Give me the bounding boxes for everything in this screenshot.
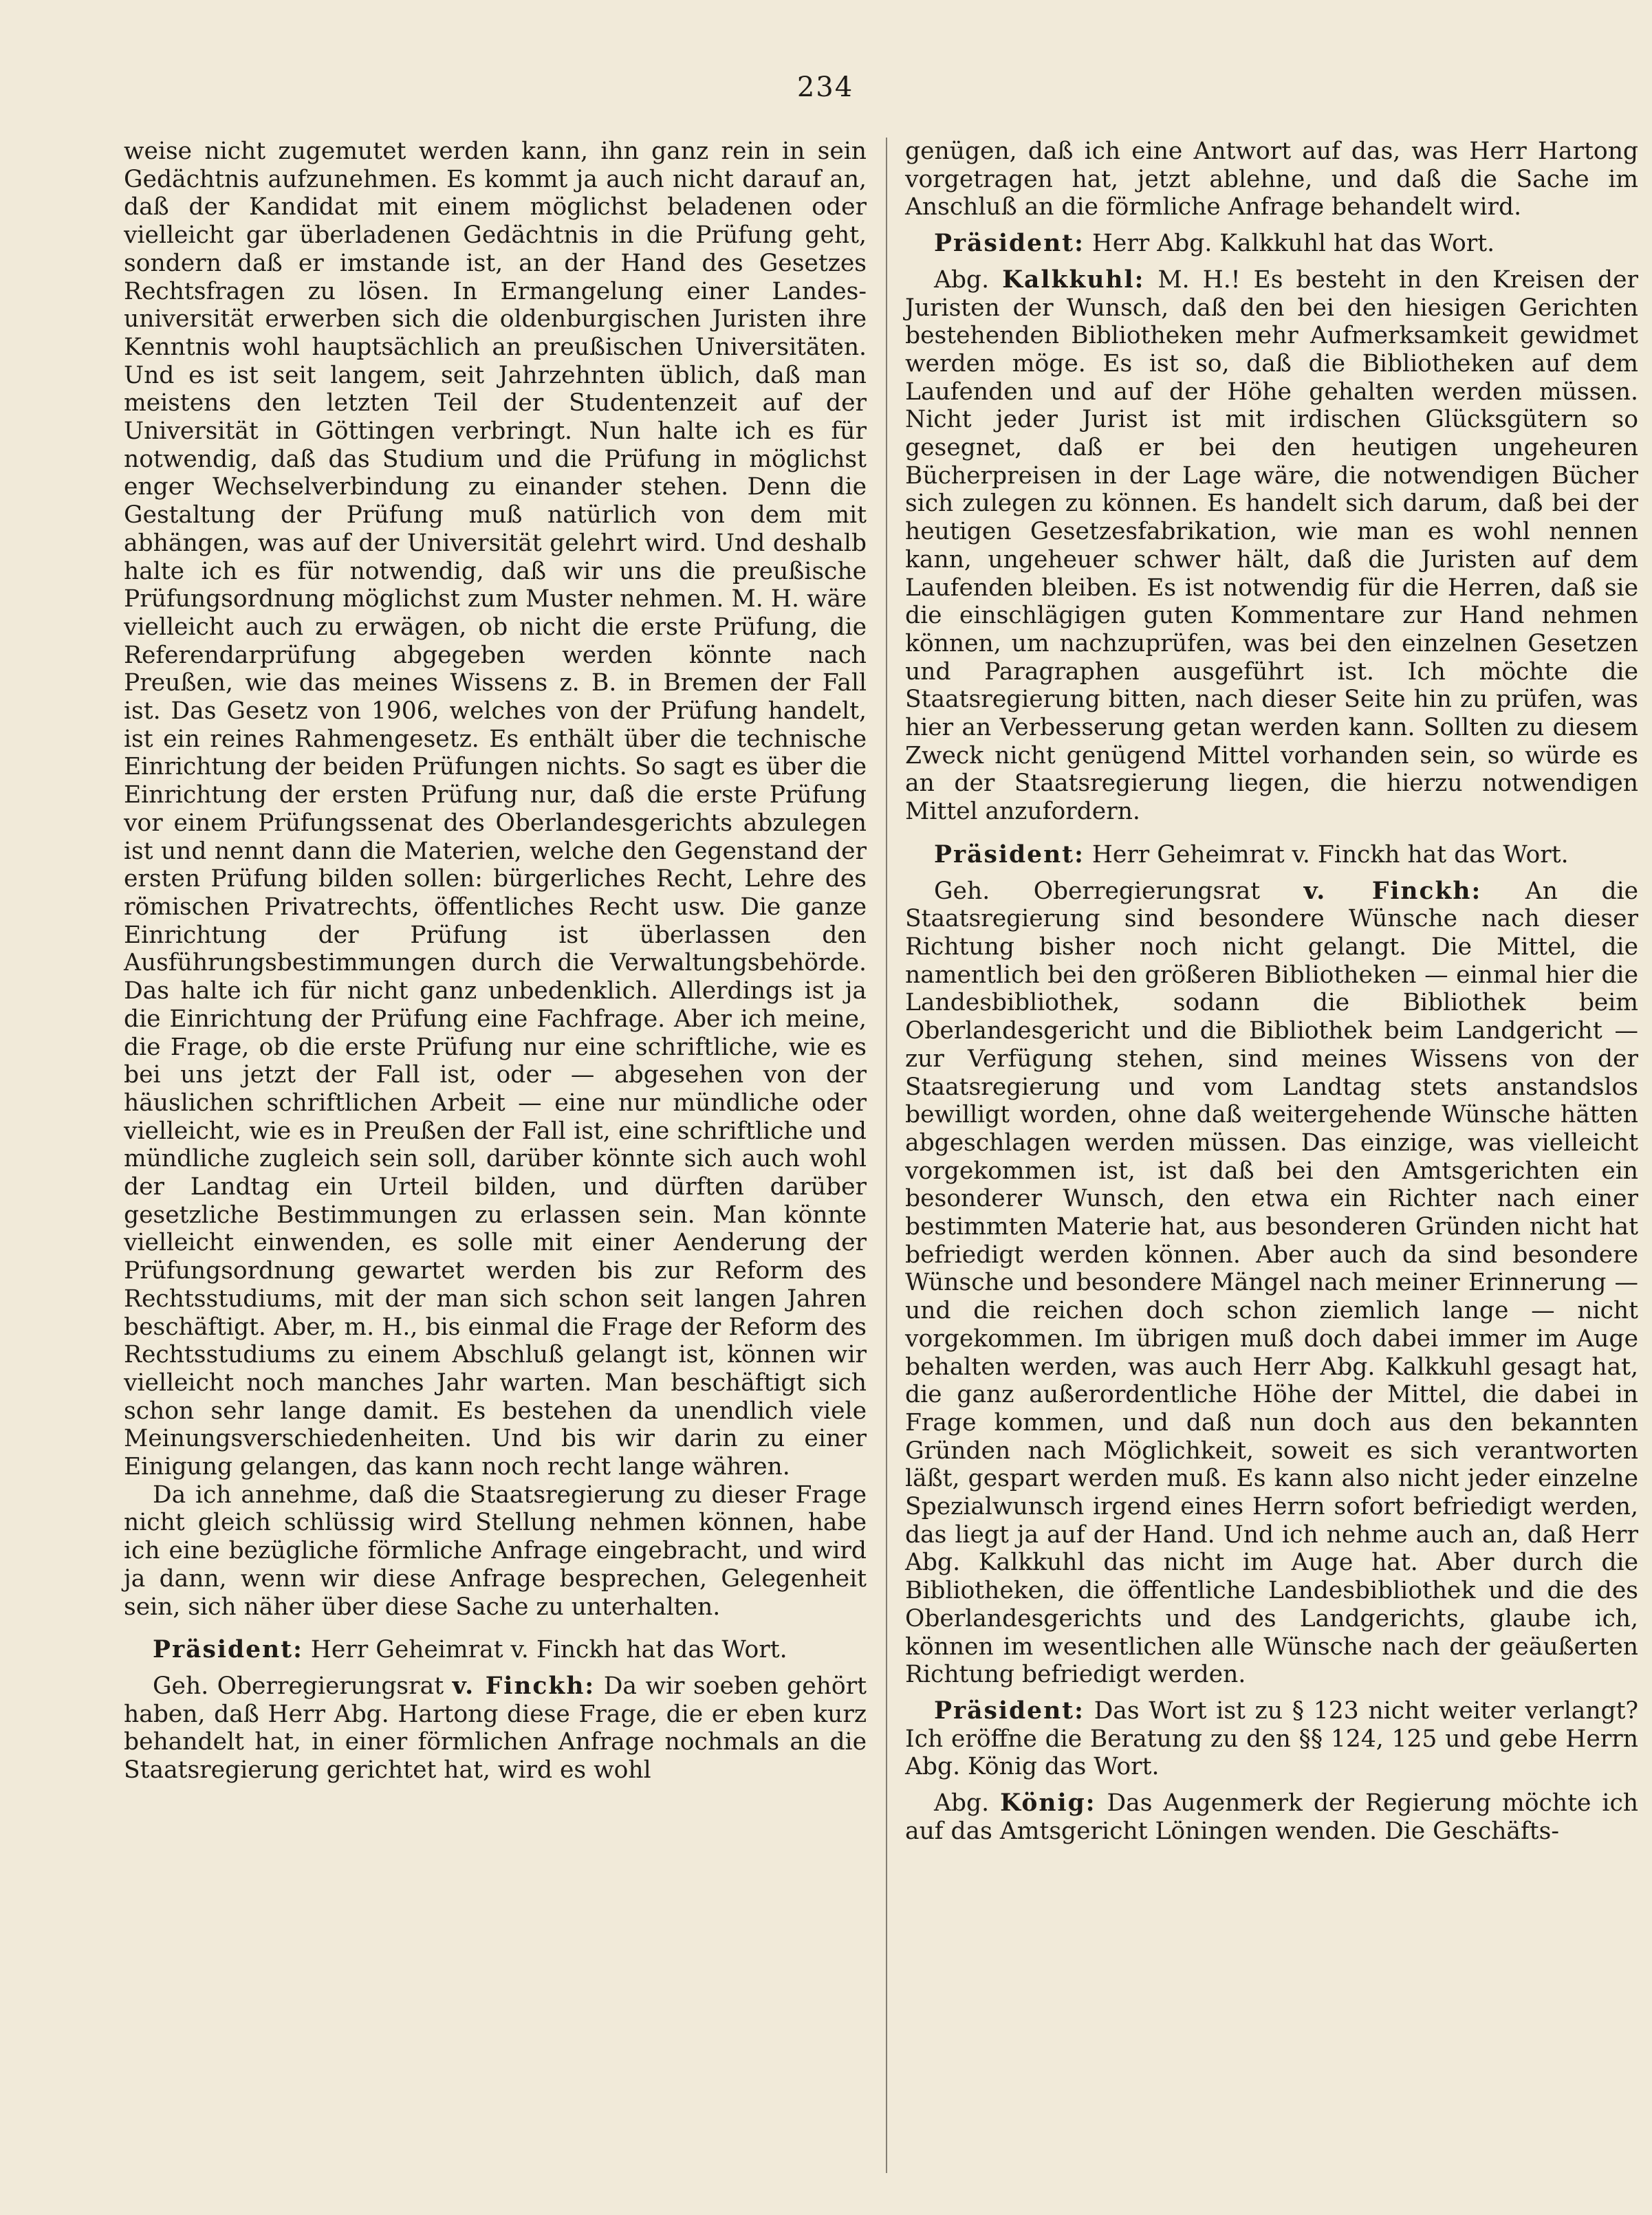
speech-text: Das Augenmerk der Regierung möchte ich auf das Amtsgericht Löningen wenden. Die Geschäfts-	[905, 1789, 1639, 1845]
speech-text: An die Staatsregierung sind besondere Wünsche nach dieser Richtung bisher noch nicht gelangt. Die Mittel, die namentlich bei den größeren Bibliotheken — einmal hier die Landesbibliothek, sodann die Bibliothek beim Oberlandesgericht und die Bibliothek beim Landgericht — zur Verfügung stehen, sind meines Wissens von der Staatsregierung und vom Landtag stets anstandslos bewilligt worden, ohne daß weitergehende Wünsche hätten abgeschlagen werden müssen. Das einzige, was vielleicht vorgekommen ist, ist daß bei den Amtsgerichten ein besonderer Wunsch, den etwa ein Richter nach einer bestimmten Materie hat, aus besonderen Gründen nicht hat befriedigt werden können. Aber auch da sind besondere Wünsche und besondere Mängel nach meiner Erinnerung — und die reichen doch schon ziemlich lange — nicht vorgekommen. Im übrigen muß doch dabei immer im Auge behalten werden, was auch Herr Abg. Kalkkuhl gesagt hat, die ganz außerordentliche Höhe der Mittel, die dabei in Frage kommen, und daß nun doch aus den bekannten Gründen nach Möglichkeit, soweit es sich verantworten läßt, gespart werden muß. Es kann also nicht jeder einzelne Spezialwunsch irgend eines Herrn sofort befriedigt werden, das liegt ja auf der Hand. Und ich nehme auch an, daß Herr Abg. Kalkkuhl das nicht im Auge hat. Aber durch die Bibliotheken, die öffentliche Landesbibliothek und die des Oberlandesgerichts und des Landgerichts, glaube ich, können im wesentlichen alle Wünsche nach der geäußerten Richtung befriedigt werden.	[905, 877, 1639, 1689]
right-speech-finckh	[905, 877, 1638, 1689]
left-paragraph-2: Da ich annehme, daß die Staatsregierung zu dieser Frage nicht gleich schlüssig wird Stellung nehmen können, habe ich eine bezügliche förmliche Anfrage eingebracht, und wird ja dann, wenn wir diese Anfrage besprechen, Gelegenheit sein, sich näher über diese Sache zu unterhalten.	[124, 1481, 867, 1621]
speaker-praesident: Präsident:	[934, 840, 1085, 869]
right-speech-praesident-2	[905, 841, 1638, 869]
speaker-title: Abg.	[934, 265, 990, 294]
speech-text: Herr Abg. Kalkkuhl hat das Wort.	[1091, 230, 1495, 258]
speaker-praesident: Präsident:	[153, 1636, 303, 1664]
speaker-title: Abg.	[934, 1789, 990, 1818]
right-speech-kalkkuhl	[905, 266, 1638, 826]
speaker-finckh: v. Finckh:	[452, 1672, 596, 1700]
speaker-praesident: Präsident:	[934, 1696, 1085, 1725]
right-paragraph-1: genügen, daß ich eine Antwort auf das, was Herr Hartong vorgetragen hat, jetzt ablehne, und daß die Sache im Anschluß an die förmliche Anfrage behandelt wird.	[905, 138, 1638, 221]
speaker-title: Geh. Oberregierungsrat	[153, 1672, 444, 1700]
speech-text: M. H.! Es besteht in den Kreisen der Juristen der Wunsch, daß den bei den hiesigen Gerichten bestehenden Bibliotheken mehr Aufmerksamkeit gewidmet werden möge. Es ist so, daß die Bibliotheken auf dem Laufenden und auf der Höhe gehalten werden müssen. Nicht jeder Jurist ist mit irdischen Glücksgütern so gesegnet, daß er bei den heutigen ungeheuren Bücherpreisen in der Lage wäre, die notwendigen Bücher sich zulegen zu können. Es handelt sich darum, daß bei der heutigen Gesetzesfabrikation, wie man es wohl nennen kann, ungeheuer schwer hält, daß die Juristen auf dem Laufenden bleiben. Es ist notwendig für die Herren, daß sie die einschlägigen guten Kommentare zur Hand nehmen können, um nachzuprüfen, was bei den einzelnen Gesetzen und Paragraphen ausgeführt ist. Ich möchte die Staatsregierung bitten, nach dieser Seite hin zu prüfen, was hier an Verbesserung getan werden kann. Sollten zu diesem Zweck nicht genügend Mittel vorhanden sein, so würde es an der Staatsregierung liegen, die hierzu notwendigen Mittel anzufordern.	[905, 265, 1638, 826]
column-divider	[886, 138, 887, 2173]
speech-text: Da wir soeben gehört haben, daß Herr Abg. Hartong diese Frage, die er eben kurz behandelt hat, in einer förmlichen Anfrage nochmals an die Staatsregierung gerichtet hat, wird es wohl	[124, 1672, 867, 1785]
page-number: 234	[796, 72, 854, 103]
right-speech-praesident-1	[905, 230, 1638, 258]
left-paragraph-1: weise nicht zugemutet werden kann, ihn ganz rein in sein Gedächtnis aufzunehmen. Es kommt ja auch nicht darauf an, daß der Kandidat mit einem möglichst beladenen oder vielleicht gar überladenen Gedächtnis in die Prüfung geht, sondern daß er imstande ist, an der Hand des Gesetzes Rechtsfragen zu lösen. In Ermangelung einer Landes-universität erwerben sich die oldenburgischen Juristen ihre Kenntnis wohl hauptsächlich an preußischen Universitäten. Und es ist seit langem, seit Jahrzehnten üblich, daß man meistens den letzten Teil der Studentenzeit auf der Universität in Göttingen verbringt. Nun halte ich es für notwendig, daß das Studium und die Prüfung in möglichst enger Wechselverbindung zu einander stehen. Denn die Gestaltung der Prüfung muß natürlich von dem mit abhängen, was auf der Universität gelehrt wird. Und deshalb halte ich es für notwendig, daß wir uns die preußische Prüfungsordnung möglichst zum Muster nehmen. M. H. wäre vielleicht auch zu erwägen, ob nicht die erste Prüfung, die Referendarprüfung abgegeben werden könnte nach Preußen, wie das meines Wissens z. B. in Bremen der Fall ist. Das Gesetz von 1906, welches von der Prüfung handelt, ist ein reines Rahmengesetz. Es enthält über die technische Einrichtung der beiden Prüfungen nichts. So sagt es über die Einrichtung der ersten Prüfung nur, daß die erste Prüfung vor einem Prüfungssenat des Oberlandesgerichts abzulegen ist und nennt dann die Materien, welche den Gegenstand der ersten Prüfung bilden sollen: bürgerliches Recht, Lehre des römischen Privatrechts, öffentliches Recht usw. Die ganze Einrichtung der Prüfung ist überlassen den Ausführungsbestimmungen durch die Verwaltungsbehörde. Das halte ich für nicht ganz unbedenklich. Allerdings ist ja die Einrichtung der Prüfung eine Fachfrage. Aber ich meine, die Frage, ob die erste Prüfung nur eine schriftliche, wie es bei uns jetzt der Fall ist, oder — abgesehen von der häuslichen schriftlichen Arbeit — eine nur mündliche oder vielleicht, wie es in Preußen der Fall ist, eine schriftliche und mündliche zugleich sein soll, darüber könnte sich auch wohl der Landtag ein Urteil bilden, und dürften darüber gesetzliche Bestimmungen zu erlassen sein. Man könnte vielleicht einwenden, es solle mit einer Aenderung der Prüfungsordnung gewartet werden bis zur Reform des Rechtsstudiums, mit der man sich schon seit langen Jahren beschäftigt. Aber, m. H., bis einmal die Frage der Reform des Rechtsstudiums zu einem Abschluß gelangt ist, können wir vielleicht noch manches Jahr warten. Man beschäftigt sich schon sehr lange damit. Es bestehen da unendlich viele Meinungsverschiedenheiten. Und bis wir darin zu einer Einigung gelangen, das kann noch recht lange währen.	[124, 138, 867, 1481]
speaker-title: Geh. Oberregierungsrat	[934, 877, 1261, 905]
right-speech-koenig	[905, 1789, 1638, 1845]
left-column	[124, 138, 867, 1785]
right-column	[905, 138, 1638, 1845]
speaker-finckh: v. Finckh:	[1303, 877, 1482, 905]
speaker-koenig: König:	[1000, 1789, 1096, 1818]
speech-text: Herr Geheimrat v. Finckh hat das Wort.	[1091, 840, 1569, 869]
speaker-kalkkuhl: Kalkkuhl:	[1002, 265, 1145, 294]
left-speech-finckh	[124, 1672, 867, 1785]
speaker-praesident: Präsident:	[934, 230, 1085, 258]
speech-text: Das Wort ist zu § 123 nicht weiter verlangt? Ich eröffne die Beratung zu den §§ 124, 125 und gebe Herrn Abg. König das Wort.	[905, 1696, 1639, 1781]
right-speech-praesident-3	[905, 1697, 1638, 1781]
speech-text: Herr Geheimrat v. Finckh hat das Wort.	[310, 1636, 787, 1664]
left-speech-praesident	[124, 1636, 867, 1664]
